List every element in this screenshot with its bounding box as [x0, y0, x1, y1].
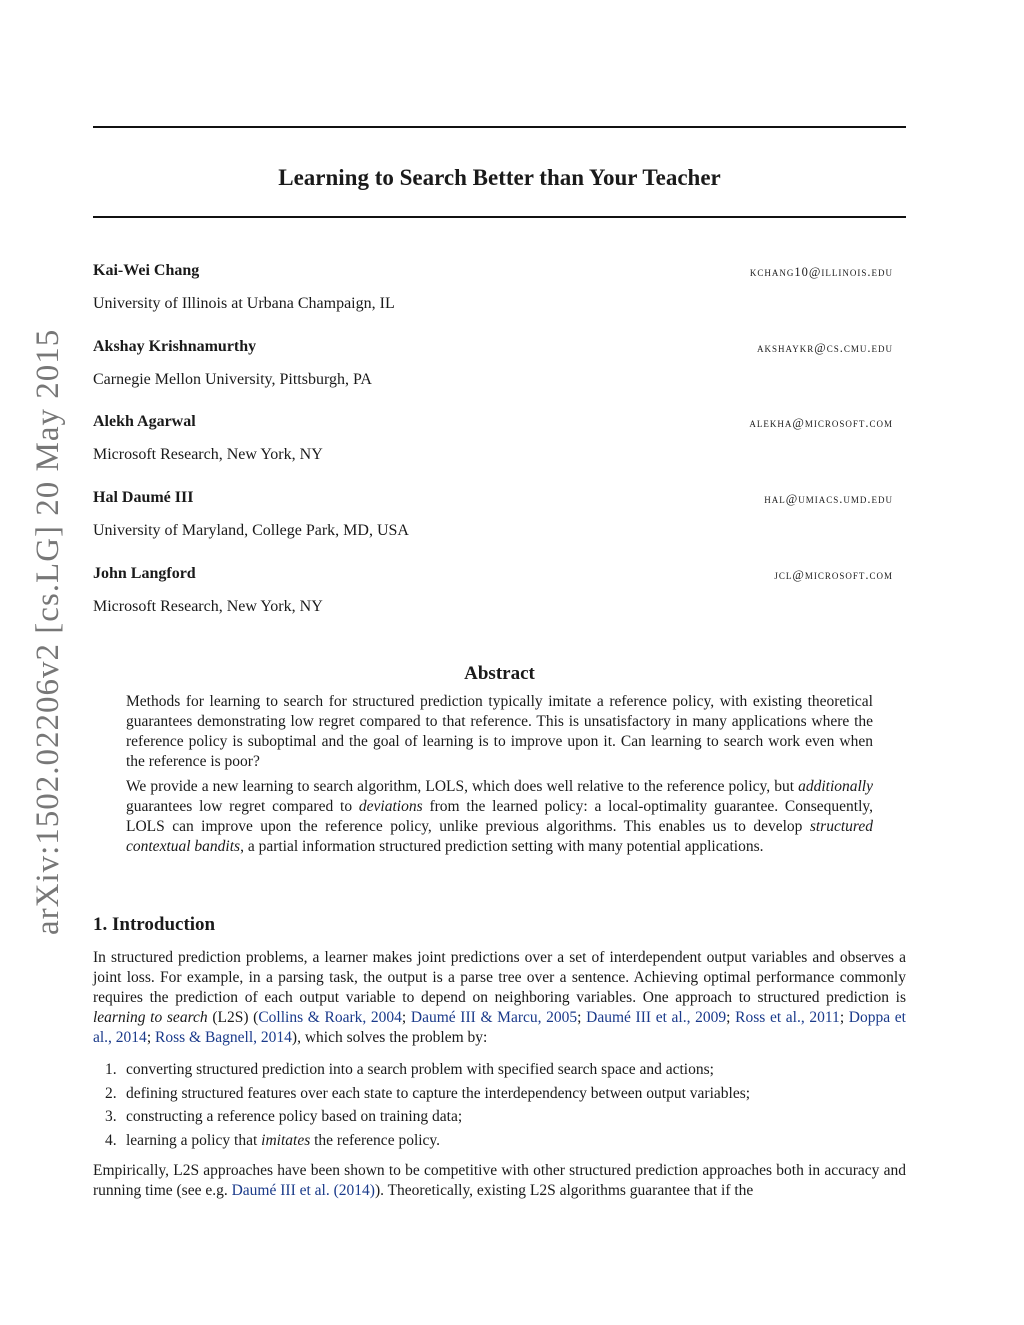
list-item: 3. constructing a reference policy based on training data; [105, 1108, 463, 1125]
citation-link[interactable]: Ross & Bagnell, 2014 [155, 1029, 292, 1046]
author-name: Alekh Agarwal [93, 413, 196, 430]
author-email[interactable]: akshaykr@cs.cmu.edu [757, 341, 893, 355]
citation-link[interactable]: Doppa et al., 2014 [93, 1009, 906, 1046]
citation-link[interactable]: Daumé III et al., 2009 [586, 1009, 727, 1026]
arxiv-identifier: arXiv:1502.02206v2 [cs.LG] 20 May 2015 [30, 328, 66, 935]
author-affiliation: University of Maryland, College Park, MD, USA [93, 522, 409, 539]
author-block [93, 412, 893, 462]
abstract-paragraph-1: Methods for learning to search for structured prediction typically imitate a reference policy, with existing theoretical guarantees demonstrating low regret compared to that reference. This is unsatisfactory in many applications where the reference policy is suboptimal and the goal of learning is to improve upon it. Can learning to search work even when the reference is poor? [126, 693, 873, 770]
list-item: 1. converting structured prediction into a search problem with specified search space and actions; [105, 1061, 714, 1078]
citation-link[interactable]: Ross et al., 2011 [735, 1009, 840, 1026]
author-affiliation: University of Illinois at Urbana Champaign, IL [93, 295, 395, 312]
author-block [93, 488, 893, 538]
citation-link[interactable]: Daumé III & Marcu, 2005 [410, 1009, 578, 1026]
author-affiliation: Microsoft Research, New York, NY [93, 446, 323, 463]
title-bottom-rule [93, 216, 906, 218]
author-name: Kai-Wei Chang [93, 262, 200, 279]
paper-title: Learning to Search Better than Your Teacher [278, 165, 721, 190]
list-item: 4. learning a policy that imitates the reference policy. [105, 1131, 441, 1149]
citation-link[interactable]: Daumé III et al. (2014) [231, 1182, 375, 1199]
introduction-heading: 1. Introduction [93, 914, 216, 935]
author-name: John Langford [93, 565, 196, 582]
list-item: 2. defining structured features over each state to capture the interdependency between output variables; [105, 1084, 751, 1102]
intro-paragraph-1: In structured prediction problems, a learner makes joint predictions over a set of interdependent output variables and observes a joint loss. For example, in a parsing task, the output is a parse tree over a sentence. Achieving optimal performance commonly requires the prediction of each output variable to depend on neighboring variables. One approach to structured prediction is learning to search (L2S) (Collins & Roark, 2004; Daumé III & Marcu, 2005; Daumé III et al., 2009; Ross et al., 2011; Doppa et al., 2014; Ross & Bagnell, 2014), which solves the problem by: [93, 949, 906, 1046]
author-email[interactable]: hal@umiacs.umd.edu [764, 492, 893, 506]
author-email[interactable]: kchang10@illinois.edu [749, 265, 893, 279]
author-email[interactable]: jcl@microsoft.com [774, 568, 893, 582]
intro-paragraph-2: Empirically, L2S approaches have been shown to be competitive with other structured prediction approaches both in accuracy and running time (see e.g. Daumé III et al. (2014)). Theoretically, existing L2S algorithms guarantee that if the [93, 1162, 906, 1199]
author-block [93, 564, 893, 614]
abstract-heading: Abstract [464, 663, 535, 684]
author-name: Hal Daumé III [93, 489, 194, 506]
author-email[interactable]: alekha@microsoft.com [749, 416, 893, 430]
author-block [93, 337, 893, 387]
author-affiliation: Carnegie Mellon University, Pittsburgh, PA [93, 371, 372, 388]
abstract-paragraph-2: We provide a new learning to search algorithm, LOLS, which does well relative to the reference policy, but additionally guarantees low regret compared to deviations from the learned policy: a local-optimality guarantee. Consequently, LOLS can improve upon the reference policy, unlike previous algorithms. This enables us to develop structured contextual bandits, a partial information structured prediction setting with many potential applications. [126, 778, 874, 855]
author-name: Akshay Krishnamurthy [93, 338, 257, 355]
top-rule [93, 126, 906, 128]
author-block [93, 261, 893, 311]
citation-link[interactable]: Collins & Roark, 2004 [258, 1009, 402, 1026]
author-affiliation: Microsoft Research, New York, NY [93, 598, 323, 615]
l2s-steps-list [93, 1060, 906, 1154]
